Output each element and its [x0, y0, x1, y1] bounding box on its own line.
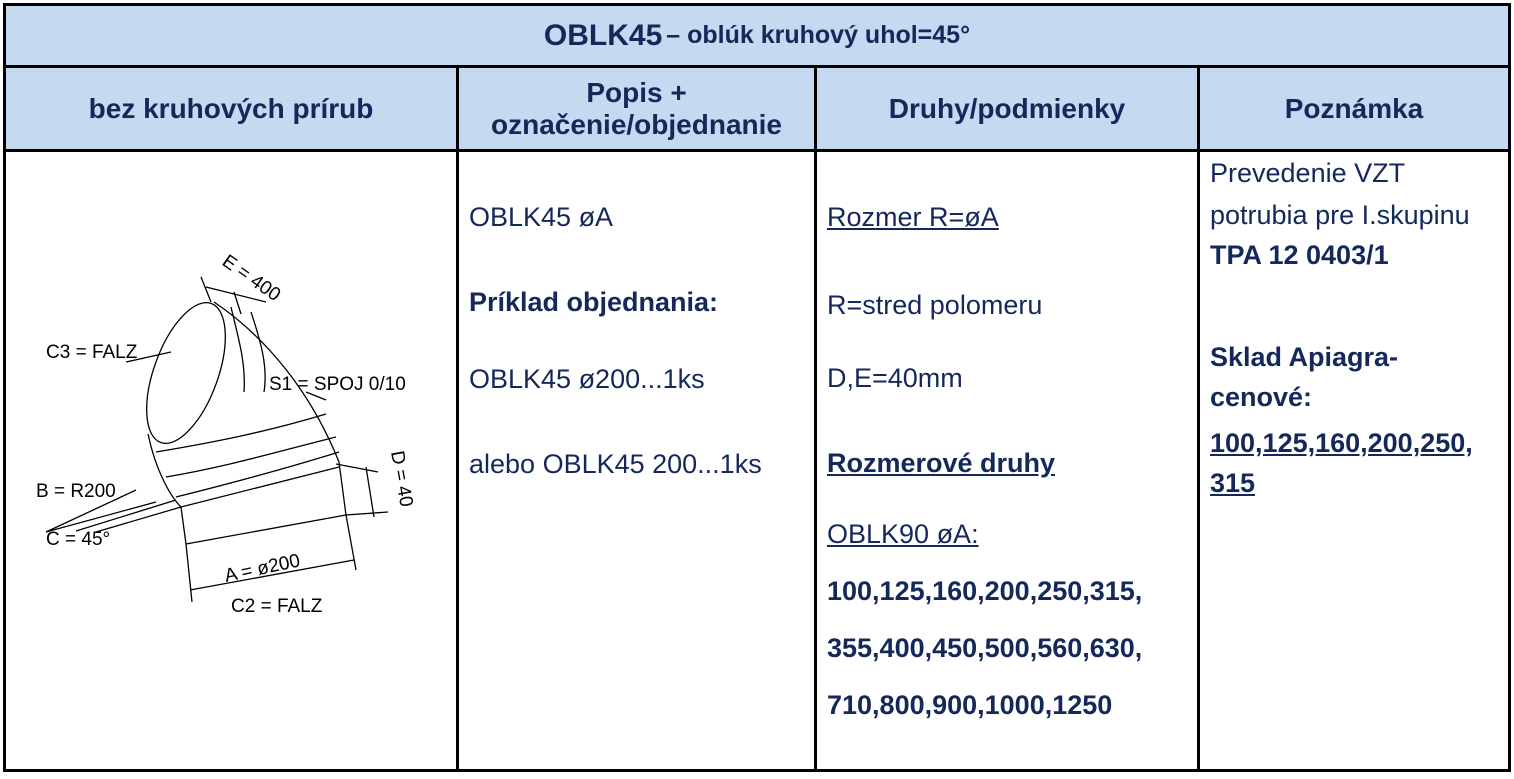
sizes-line-2: 355,400,450,500,560,630,: [827, 633, 1143, 663]
tpa-text: TPA 12 0403/1: [1210, 240, 1389, 270]
d-label: D = 40: [386, 449, 417, 509]
product-code: OBLK45: [543, 18, 663, 52]
de-text: D,E=40mm: [827, 363, 963, 393]
poznamka-cell: [1200, 152, 1508, 772]
druhy-cell: [817, 152, 1197, 772]
a-label: A = ø200: [222, 550, 302, 587]
sklad-line1: Sklad Apiagra-: [1210, 342, 1399, 372]
header-druhy: [817, 68, 1197, 149]
header-poznamka-label: Poznámka: [1284, 92, 1424, 124]
c3-label: C3 = FALZ: [46, 342, 138, 363]
c2-label: C2 = FALZ: [231, 596, 323, 617]
sklad-sizes-2: 315: [1210, 468, 1256, 498]
stred-text: R=stred polomeru: [827, 290, 1043, 320]
sizes-line-1: 100,125,160,200,250,315,: [827, 576, 1143, 606]
poznamka-line2: potrubia pre I.skupinu: [1210, 200, 1470, 230]
rozmerove-heading: Rozmerové druhy: [827, 448, 1056, 478]
rozmer-text: Rozmer R=øA: [827, 202, 999, 232]
elbow-drawing: [6, 152, 456, 772]
sklad-line2: cenové:: [1210, 382, 1313, 412]
popis-cell: [459, 152, 814, 772]
header-druhy-label: Druhy/podmienky: [888, 92, 1126, 124]
example-heading: Príklad objednania:: [469, 287, 719, 317]
header-poznamka: [1200, 68, 1508, 149]
e-label: E = 400: [218, 250, 285, 306]
header-popis: [459, 68, 814, 149]
b-label: B = R200: [36, 481, 116, 502]
oblk90-text: OBLK90 øA:: [827, 519, 979, 549]
example-order-2: alebo OBLK45 200...1ks: [469, 449, 762, 479]
popis-designation: OBLK45 øA: [469, 202, 614, 232]
c-label: C = 45°: [46, 529, 111, 550]
example-order-1: OBLK45 ø200...1ks: [469, 364, 705, 394]
title-bar: [6, 6, 1508, 68]
product-title: – oblúk kruhový uhol=45°: [666, 21, 971, 49]
sklad-sizes-1: 100,125,160,200,250,: [1210, 428, 1473, 458]
header-popis-line1: Popis +: [586, 76, 687, 108]
sizes-line-3: 710,800,900,1000,1250: [827, 690, 1113, 720]
product-sheet: [3, 3, 1511, 772]
header-row: [6, 68, 1508, 152]
poznamka-line1: Prevedenie VZT: [1210, 158, 1406, 188]
header-bez-prirub: [6, 68, 456, 149]
header-bez-prirub-label: bez kruhových prírub: [88, 92, 374, 124]
drawing-cell: [6, 152, 456, 772]
header-popis-line2: označenie/objednanie: [491, 108, 782, 140]
s1-label: S1 = SPOJ 0/10: [269, 374, 406, 395]
